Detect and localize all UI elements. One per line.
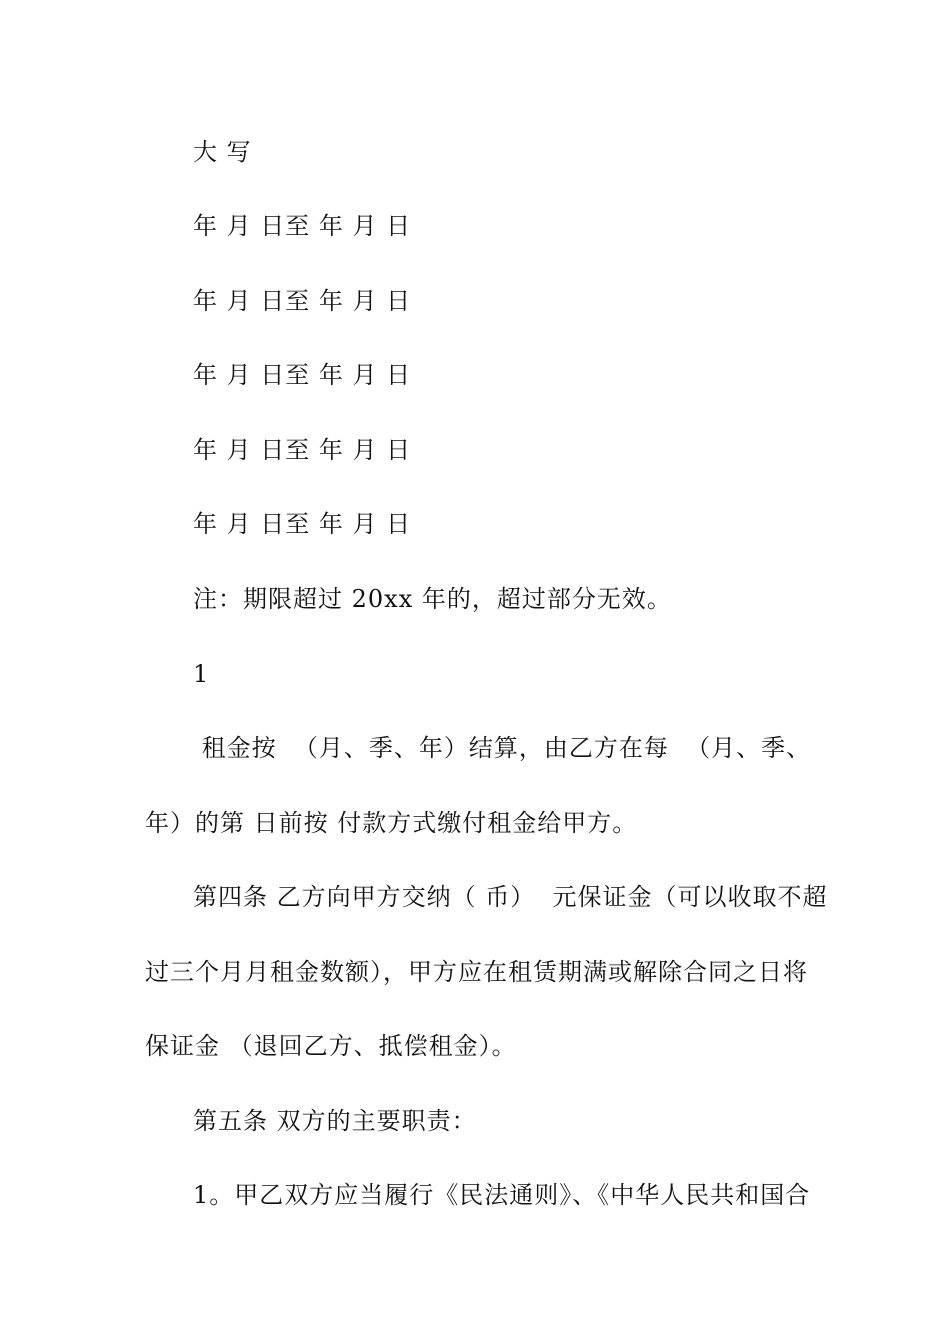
text-line: 年 月 日至 年 月 日 [193,361,412,389]
text-line: 年 月 日至 年 月 日 [193,287,412,315]
paragraph-line: 过三个月月租金数额），甲方应在租赁期满或解除合同之日将 [145,958,808,986]
text-line: 年 月 日至 年 月 日 [193,510,412,538]
text-line: 年 月 日至 年 月 日 [193,436,412,464]
text-line: 大 写 [193,138,252,166]
note-line: 注：期限超过 20xx 年的，超过部分无效。 [193,585,672,613]
text-line: 年 月 日至 年 月 日 [193,212,412,240]
item-number: 1 [193,660,210,688]
paragraph-line: 租金按 （月、季、年）结算，由乙方在每 （月、季、 [193,734,812,762]
article-four-line: 第四条 乙方向甲方交纳（ 币） 元保证金（可以收取不超 [193,883,828,911]
paragraph-line: 保证金 （退回乙方、抵偿租金）。 [145,1032,517,1060]
paragraph-line: 年）的第 日前按 付款方式缴付租金给甲方。 [145,809,638,837]
paragraph-line: 1。甲乙双方应当履行《民法通则》、《中华人民共和国合 [193,1181,811,1209]
article-five-heading: 第五条 双方的主要职责： [193,1107,477,1135]
